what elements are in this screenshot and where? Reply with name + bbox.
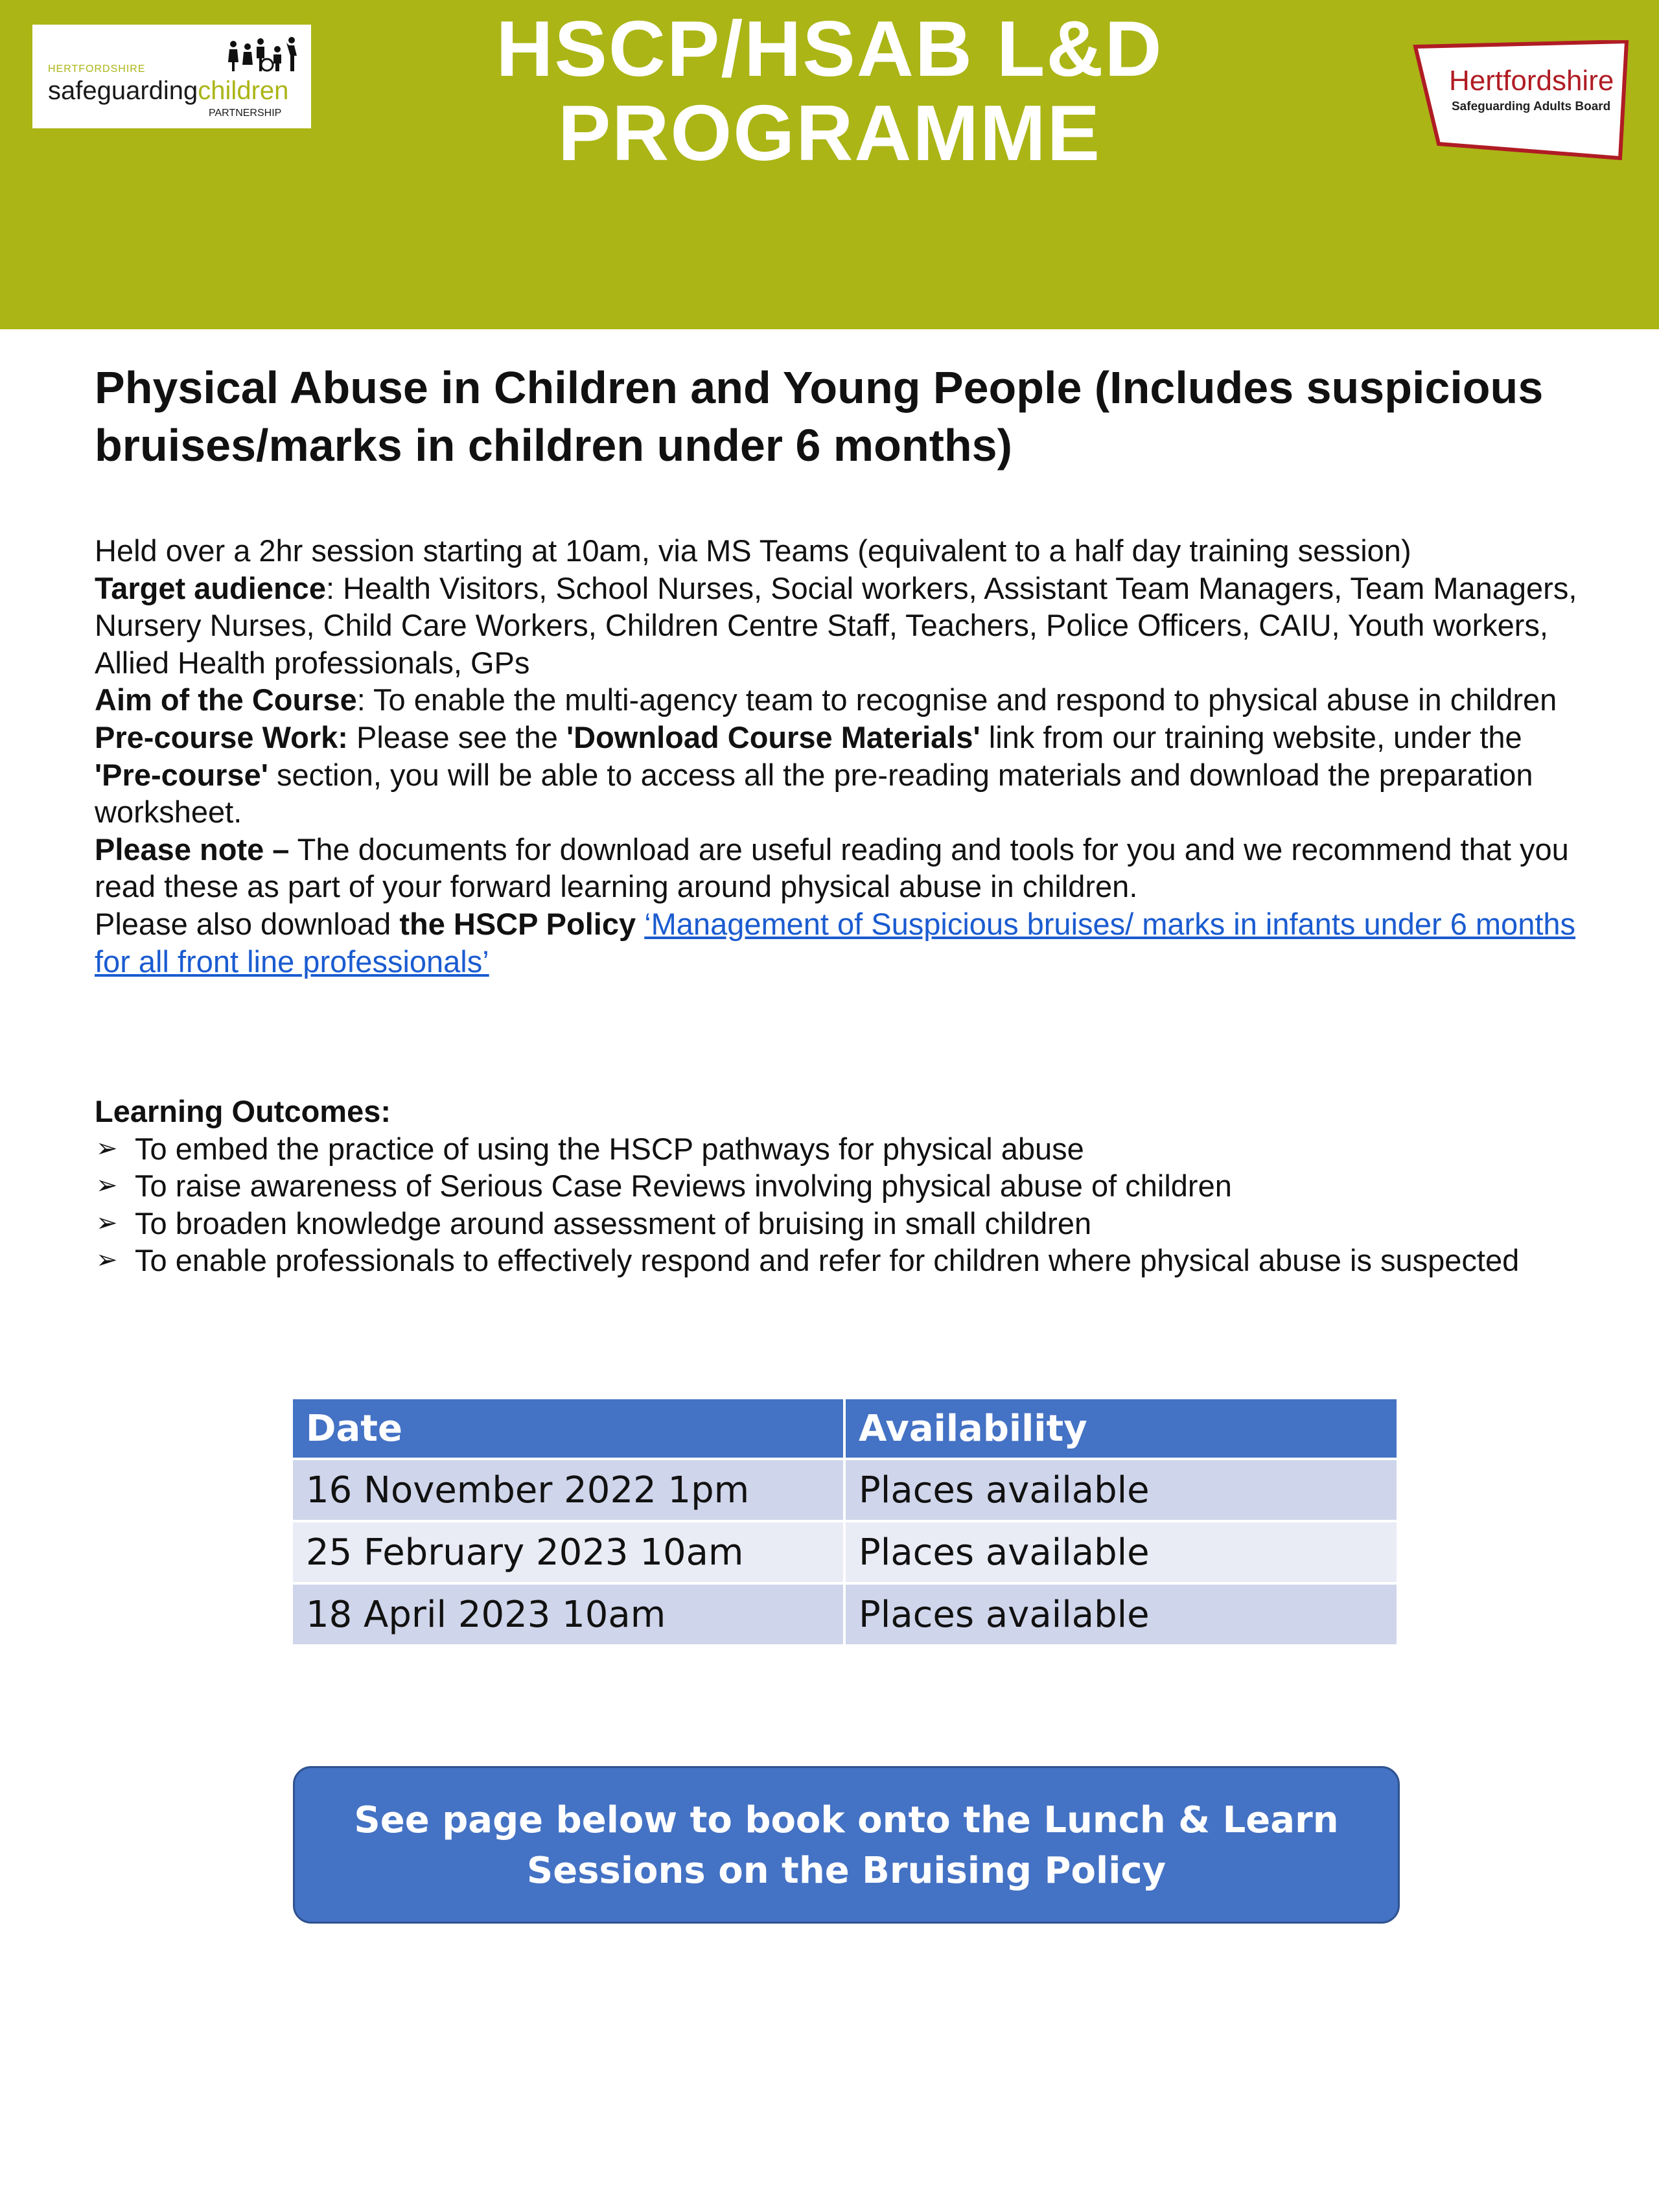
list-item bbox=[95, 1242, 1585, 1279]
please-note bbox=[95, 831, 1585, 905]
policy-download bbox=[95, 905, 1585, 980]
figures-icon bbox=[227, 36, 298, 73]
policy-link[interactable]: ‘Management of Suspicious bruises/ marks in infants under 6 months for all front line professionals’ bbox=[95, 906, 1576, 979]
audience-text: : Health Visitors, School Nurses, Social workers, Assistant Team Managers, Team Managers, Nursery Nurses, Child Care Workers, Children Centre Staff, Teachers, Police Officers, CAIU, Youth workers, Allied Health professionals, GPs bbox=[95, 570, 1577, 680]
course-aim bbox=[95, 681, 1585, 719]
audience-label: Target audience bbox=[95, 570, 326, 605]
policy-text: Please also download bbox=[95, 906, 400, 941]
logo-children: children bbox=[198, 76, 289, 105]
course-title: Physical Abuse in Children and Young People (Includes suspicious bruises/marks in children under 6 months) bbox=[95, 362, 1544, 471]
note-label: Please note – bbox=[95, 832, 290, 867]
precourse-text-3: section, you will be able to access all the pre-reading materials and download the preparation worksheet. bbox=[95, 757, 1533, 830]
precourse-label: Pre-course Work: bbox=[95, 719, 348, 754]
booking-line-1: See page below to book onto the Lunch & Learn bbox=[354, 1799, 1339, 1841]
date-cell: 25 February 2023 10am bbox=[293, 1521, 844, 1583]
precourse-bold-2: 'Pre-course' bbox=[95, 757, 268, 792]
course-details bbox=[95, 532, 1585, 980]
header-date: Date bbox=[293, 1399, 844, 1459]
availability-cell: Places available bbox=[844, 1459, 1398, 1521]
precourse-bold-1: 'Download Course Materials' bbox=[566, 719, 980, 754]
table-header-row bbox=[293, 1399, 1398, 1459]
outcomes-list bbox=[95, 1130, 1585, 1279]
logo-main-text bbox=[48, 76, 288, 105]
policy-bold: the HSCP Policy bbox=[399, 906, 636, 941]
precourse-work bbox=[95, 719, 1585, 831]
outcomes-heading: Learning Outcomes: bbox=[95, 1094, 391, 1128]
booking-button[interactable] bbox=[293, 1766, 1400, 1924]
title-line-2: PROGRAMME bbox=[557, 89, 1102, 177]
table-row bbox=[293, 1521, 1398, 1583]
learning-outcomes bbox=[95, 1093, 1585, 1279]
list-item bbox=[95, 1130, 1585, 1168]
booking-line-2: Sessions on the Bruising Policy bbox=[526, 1850, 1166, 1892]
table-row bbox=[293, 1459, 1398, 1521]
table-row bbox=[293, 1583, 1398, 1646]
date-cell: 16 November 2022 1pm bbox=[293, 1459, 844, 1521]
outcome-text: To raise awareness of Serious Case Reviews involving physical abuse of children bbox=[135, 1169, 1232, 1204]
list-item bbox=[95, 1205, 1585, 1242]
hscp-logo bbox=[32, 25, 311, 128]
header-availability: Availability bbox=[844, 1399, 1398, 1459]
title-line-1: HSCP/HSAB L&D bbox=[496, 5, 1163, 93]
note-text: The documents for download are useful reading and tools for you and we recommend that you read these as part of your forward learning around physical abuse in children. bbox=[95, 832, 1569, 904]
arrowhead-bullet-icon: ➢ bbox=[96, 1208, 118, 1237]
hsab-sub: Safeguarding Adults Board bbox=[1452, 100, 1611, 113]
logo-safeguarding: safeguarding bbox=[48, 76, 198, 105]
page-title bbox=[415, 6, 1244, 175]
availability-cell: Places available bbox=[844, 1521, 1398, 1583]
availability-cell: Places available bbox=[844, 1583, 1398, 1646]
arrowhead-bullet-icon: ➢ bbox=[96, 1171, 118, 1200]
hsab-logo bbox=[1413, 40, 1633, 160]
session-info: Held over a 2hr session starting at 10am, via MS Teams (equivalent to a half day training session) bbox=[95, 533, 1411, 568]
arrowhead-bullet-icon: ➢ bbox=[96, 1134, 118, 1163]
precourse-text-2: link from our training website, under the bbox=[980, 719, 1522, 754]
precourse-text-1: Please see the bbox=[347, 719, 566, 754]
outcome-text: To enable professionals to effectively respond and refer for children where physical abuse is suspected bbox=[135, 1243, 1520, 1278]
outcome-text: To broaden knowledge around assessment of bruising in small children bbox=[135, 1205, 1092, 1240]
hsab-name: Hertfordshire bbox=[1449, 65, 1614, 97]
aim-text: : To enable the multi-agency team to recognise and respond to physical abuse in children bbox=[356, 682, 1557, 717]
aim-label: Aim of the Course bbox=[95, 682, 357, 717]
outcome-text: To embed the practice of using the HSCP pathways for physical abuse bbox=[135, 1131, 1084, 1166]
logo-partnership: PARTNERSHIP bbox=[209, 108, 282, 119]
date-cell: 18 April 2023 10am bbox=[293, 1583, 844, 1646]
list-item bbox=[95, 1167, 1585, 1205]
arrowhead-bullet-icon: ➢ bbox=[96, 1246, 118, 1275]
schedule-table bbox=[293, 1399, 1399, 1647]
logo-small-text: HERTFORDSHIRE bbox=[48, 64, 146, 75]
target-audience bbox=[95, 570, 1585, 682]
